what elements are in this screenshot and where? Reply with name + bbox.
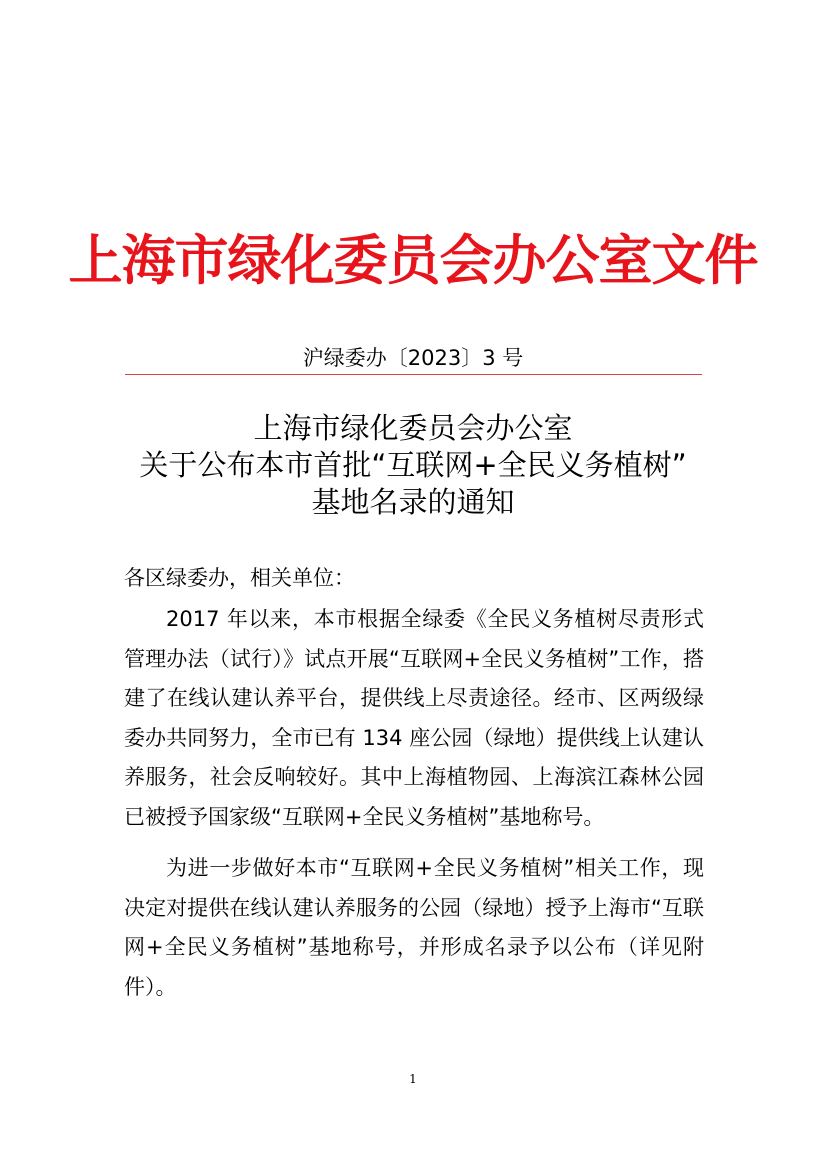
document-number: 沪绿委办〔2023〕3 号 [302, 346, 524, 370]
title-line-2: 关于公布本市首批“互联网+全民义务植树” [139, 448, 687, 482]
header-divider [125, 374, 702, 375]
title-line-1: 上海市绿化委员会办公室 [253, 411, 573, 445]
masthead-title: 上海市绿化委员会办公室文件 [68, 229, 758, 292]
body-paragraph-1: 2017 年以来，本市根据全绿委《全民义务植树尽责形式管理办法（试行）》试点开展“互联网+全民义务植树”工作，搭建了在线认建认养平台，提供线上尽责途径。经市、区两级绿委办共同努力，全市已有 134 座公园（绿地）提供线上认建认养服务，社会反响较好。其中上海植物园、上海滨江森林公园已被授予国家级“互联网+全民义务植树”基地称号。 [124, 607, 704, 829]
page-number: 1 [409, 1072, 417, 1086]
body-paragraph-2: 为进一步做好本市“互联网+全民义务植树”相关工作，现决定对提供在线认建认养服务的公园（绿地）授予上海市“互联网+全民义务植树”基地称号，并形成名录予以公布（详见附件）。 [124, 856, 704, 999]
document-title [0, 410, 826, 521]
salutation: 各区绿委办，相关单位： [124, 566, 355, 590]
title-line-3: 基地名录的通知 [311, 485, 515, 519]
document-body [124, 560, 704, 1007]
